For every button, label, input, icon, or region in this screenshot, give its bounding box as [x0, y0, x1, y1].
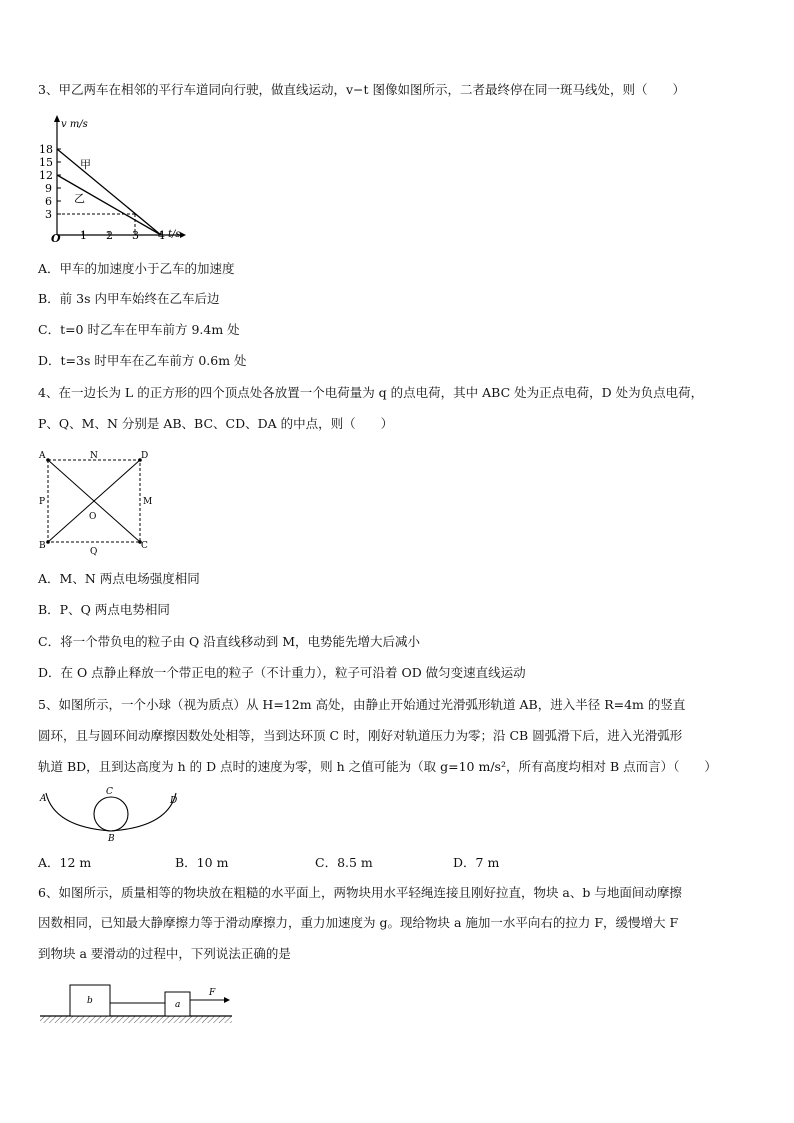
- q4-option-b: B．P、Q 两点电势相同: [38, 602, 170, 617]
- q6-blocks-figure: [38, 983, 238, 1028]
- q3-origin: O: [51, 232, 61, 245]
- q6-label-b: b: [87, 996, 93, 1006]
- q6-ground: [40, 1016, 232, 1023]
- q3-ytick: 6: [45, 195, 52, 208]
- q5-stem-line3: 轨道 BD，且到达高度为 h 的 D 点时的速度为零，则 h 之值可能为（取 g=10 m/s²，所有高度均相对 B 点而言）（ ）: [38, 759, 717, 774]
- q4-option-a: A．M、N 两点电场强度相同: [38, 571, 200, 586]
- q5-label-a: A: [40, 794, 47, 804]
- q5-label-c: C: [106, 787, 113, 797]
- q5-arc-track: [46, 793, 176, 831]
- q4-label-q: Q: [90, 547, 98, 556]
- q3-option-d: D．t=3s 时甲车在乙车前方 0.6m 处: [38, 353, 247, 368]
- q5-option-a: A．12 m: [38, 855, 92, 870]
- q4-option-c: C．将一个带负电的粒子由 Q 沿直线移动到 M，电势能先增大后减小: [38, 634, 421, 649]
- q3-ytick: 9: [45, 182, 52, 195]
- q4-stem-line1: 4、在一边长为 L 的正方形的四个顶点处各放置一个电荷量为 q 的点电荷，其中 ABC 处为正点电荷，D 处为负点电荷，: [38, 385, 704, 400]
- q3-xtick: 1: [80, 229, 87, 242]
- q4-label-p: P: [39, 497, 46, 507]
- q3-option-a: A．甲车的加速度小于乙车的加速度: [38, 261, 235, 276]
- q4-stem-line2: P、Q、M、N 分别是 AB、BC、CD、DA 的中点，则（ ）: [38, 416, 394, 431]
- q6-label-f: F: [209, 988, 216, 998]
- q5-stem-line1: 5、如图所示，一个小球（视为质点）从 H=12m 高处，由静止开始通过光滑弧形轨道 AB，进入半径 R=4m 的竖直: [38, 697, 686, 712]
- q6-stem-line3: 到物块 a 要滑动的过程中，下列说法正确的是: [38, 946, 291, 961]
- q4-label-d: D: [141, 451, 149, 461]
- q4-label-m: M: [143, 497, 153, 507]
- q5-options: [38, 853, 638, 869]
- q3-ytick: 3: [45, 208, 52, 221]
- q3-option-c: C．t=0 时乙车在甲车前方 9.4m 处: [38, 322, 240, 337]
- q5-option-b: B．10 m: [175, 855, 229, 870]
- q4-label-c: C: [141, 541, 148, 551]
- q3-xtick: 4: [158, 229, 165, 242]
- q4-label-b: B: [39, 541, 46, 551]
- q3-ytick: 18: [39, 143, 53, 156]
- q5-loop: [94, 797, 128, 831]
- q5-option-d: D．7 m: [453, 855, 500, 870]
- q6-stem-line2: 因数相同，已知最大静摩擦力等于滑动摩擦力，重力加速度为 g。现给物块 a 施加一水平向右的拉力 F，缓慢增大 F: [38, 915, 679, 930]
- q3-vt-graph: [30, 112, 190, 247]
- q6-label-a: a: [175, 1000, 181, 1010]
- q3-xtick: 3: [132, 229, 139, 242]
- q3-x-label: t/s: [168, 229, 181, 240]
- q3-xtick: 2: [106, 229, 113, 242]
- q4-square-figure: [34, 446, 154, 556]
- q3-option-b: B．前 3s 内甲车始终在乙车后边: [38, 291, 220, 306]
- q3-ytick: 15: [39, 156, 53, 169]
- q5-option-c: C．8.5 m: [315, 855, 373, 870]
- q4-label-o: O: [89, 512, 97, 522]
- q6-stem-line1: 6、如图所示，质量相等的物块放在粗糙的水平面上，两物块用水平轻绳连接且刚好拉直，物块 a、b 与地面间动摩擦: [38, 885, 682, 900]
- q3-y-label: v m/s: [61, 119, 88, 130]
- q4-label-a: A: [39, 451, 46, 461]
- q3-stem: 3、甲乙两车在相邻的平行车道同向行驶，做直线运动，v−t 图像如图所示，二者最终停在同一斑马线处，则（ ）: [38, 82, 685, 97]
- q5-label-d: D: [170, 796, 178, 806]
- q5-stem-line2: 圆环，且与圆环间动摩擦因数处处相等，当到达环顶 C 时，刚好对轨道压力为零；沿 CB 圆弧滑下后，进入光滑弧形: [38, 728, 683, 743]
- q4-label-n: N: [90, 451, 98, 461]
- q4-option-d: D．在 O 点静止释放一个带正电的粒子（不计重力），粒子可沿着 OD 做匀变速直线运动: [38, 665, 526, 680]
- q3-ytick: 12: [39, 169, 53, 182]
- q3-line-jia: [57, 149, 161, 235]
- q3-label-jia: 甲: [80, 158, 91, 171]
- q3-label-yi: 乙: [74, 192, 85, 205]
- q5-track-figure: [36, 785, 186, 845]
- q5-label-b: B: [108, 834, 115, 844]
- q3-line-yi: [57, 175, 161, 235]
